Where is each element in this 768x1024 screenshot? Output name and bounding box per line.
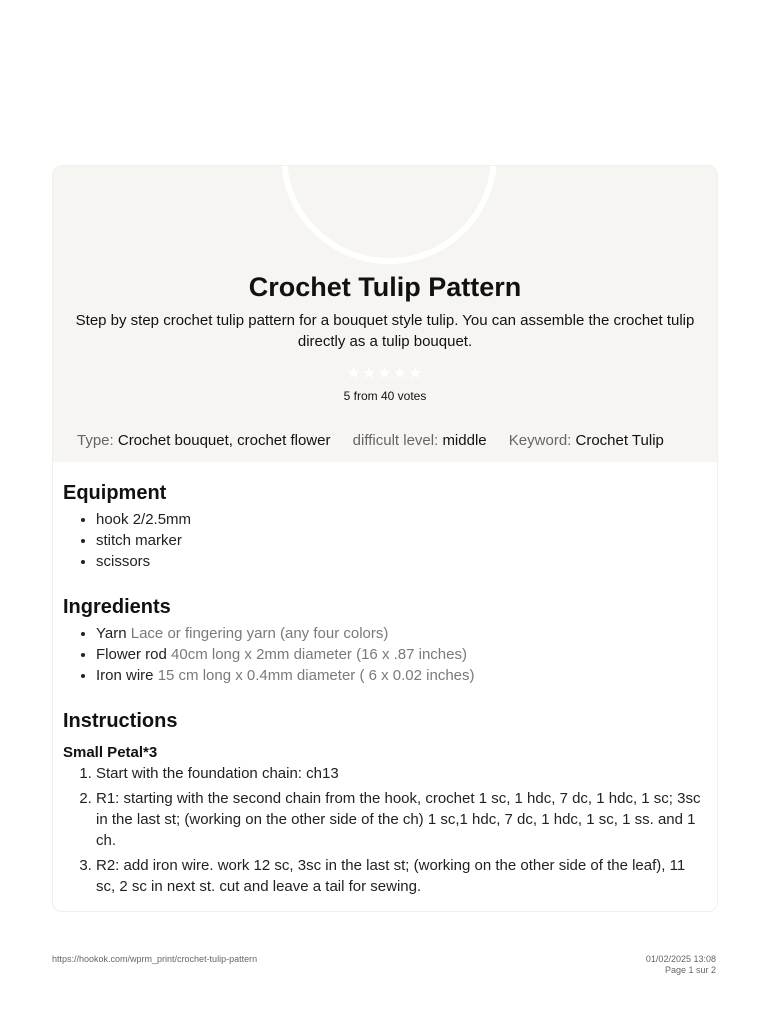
instructions-list	[63, 763, 707, 897]
rating-stars-icon: ★★★★★	[346, 365, 424, 382]
instruction-group-title: Small Petal*3	[63, 744, 158, 761]
instructions-heading: Instructions	[63, 710, 178, 732]
ingredient-notes: Lace or fingering yarn (any four colors)	[130, 625, 389, 642]
ingredient-name: Yarn	[96, 625, 127, 642]
ingredient-item	[96, 665, 707, 686]
ingredient-item	[96, 644, 707, 665]
instruction-step: 1. Start with the foundation chain: ch13	[96, 763, 707, 784]
ingredients-list	[63, 623, 707, 686]
recipe-title: Crochet Tulip Pattern	[248, 272, 522, 302]
recipe-body	[53, 462, 717, 897]
footer-page-number: Page 1 sur 2	[664, 965, 716, 975]
instruction-step: 3. R2: add iron wire. work 12 sc, 3sc in the last st; (working on the other side of the leaf), 11 sc, 2 sc in next st. cut and leave a tail for sewing.	[96, 855, 707, 897]
keyword-value: Crochet Tulip	[575, 432, 664, 449]
recipe-card	[52, 165, 718, 912]
equipment-item: • stitch marker	[96, 530, 707, 551]
recipe-header	[53, 166, 717, 462]
recipe-meta	[77, 432, 707, 449]
footer-info	[646, 954, 716, 976]
equipment-item: • scissors	[96, 551, 707, 572]
footer-url: https://hookok.com/wprm_print/crochet-tulip-pattern	[52, 954, 258, 964]
ingredient-name: Iron wire	[96, 667, 154, 684]
keyword-label: Keyword:	[508, 432, 572, 449]
ingredients-heading: Ingredients	[63, 596, 171, 618]
equipment-item: • hook 2/2.5mm	[96, 509, 707, 530]
type-value: Crochet bouquet, crochet flower	[117, 432, 331, 449]
footer-datetime: 01/02/2025 13:08	[645, 954, 716, 964]
ingredient-notes: 40cm long x 2mm diameter (16 x .87 inches)	[171, 646, 467, 663]
ingredient-notes: 15 cm long x 0.4mm diameter ( 6 x 0.02 inches)	[157, 667, 475, 684]
difficulty-value: middle	[442, 432, 487, 449]
recipe-image-placeholder	[281, 166, 497, 264]
rating-votes: 5 from 40 votes	[343, 389, 427, 403]
equipment-list	[63, 509, 707, 572]
type-label: Type:	[77, 432, 114, 449]
instruction-step: 2. R1: starting with the second chain from the hook, crochet 1 sc, 1 hdc, 7 dc, 1 hdc, 1 sc; 3sc in the last st; (working on the other side of the ch) 1 sc,1 hdc, 7 dc, 1 hdc, 1 sc, 1 ss. and 1 ch.	[96, 788, 707, 851]
equipment-heading: Equipment	[63, 482, 167, 504]
difficulty-label: difficult level:	[352, 432, 439, 449]
ingredient-item	[96, 623, 707, 644]
ingredient-name: Flower rod	[96, 646, 167, 663]
recipe-summary: Step by step crochet tulip pattern for a bouquet style tulip. You can assemble the crochet tulip directly as a tulip bouquet.	[75, 312, 695, 350]
